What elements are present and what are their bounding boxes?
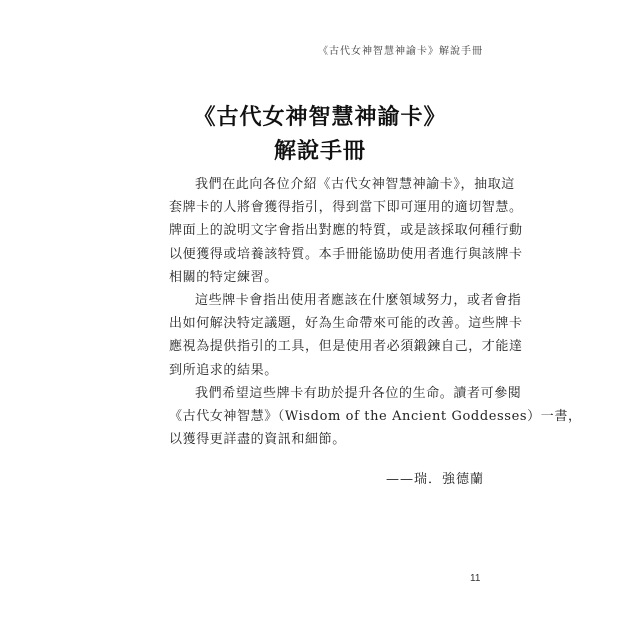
paragraph-2 bbox=[169, 289, 523, 382]
paragraph-3 bbox=[169, 382, 582, 452]
title-line-1: 《古代女神智慧神諭卡》 bbox=[193, 104, 447, 130]
paragraph-line: 以便獲得或培養該特質。本手冊能協助使用者進行與該牌卡 bbox=[169, 246, 523, 262]
paragraph-line: 以獲得更詳盡的資訊和細節。 bbox=[169, 432, 346, 448]
title-line-2: 解說手冊 bbox=[273, 138, 366, 164]
paragraph-line: 我們在此向各位介紹《古代女神智慧神諭卡》，抽取這 bbox=[195, 177, 515, 192]
running-header: 《古代女神智慧神諭卡》解說手冊 bbox=[318, 46, 483, 57]
paragraph-line: 到所追求的結果。 bbox=[169, 362, 278, 378]
paragraph-line: 應視為提供指引的工具，但是使用者必須鍛鍊自己，才能達 bbox=[169, 339, 523, 355]
body-text bbox=[169, 173, 582, 451]
paragraph-line: 相關的特定練習。 bbox=[169, 269, 278, 285]
paragraph-line: 牌面上的說明文字會指出對應的特質，或是該採取何種行動 bbox=[169, 223, 523, 239]
paragraph-line: 《古代女神智慧》（Wisdom of the Ancient Goddesses）一書， bbox=[169, 408, 582, 424]
page-title bbox=[0, 100, 640, 168]
paragraph-line: 出如何解決特定議題，好為生命帶來可能的改善。這些牌卡 bbox=[169, 316, 523, 332]
paragraph-line: 這些牌卡會指出使用者應該在什麼領域努力，或者會指 bbox=[195, 292, 522, 308]
paragraph-1 bbox=[169, 173, 523, 289]
page-number: 11 bbox=[470, 573, 481, 584]
paragraph-line: 我們希望這些牌卡有助於提升各位的生命。讀者可參閱 bbox=[195, 385, 522, 401]
paragraph-line: 套牌卡的人將會獲得指引，得到當下即可運用的適切智慧。 bbox=[169, 200, 523, 216]
author-signature: ——瑞．強德蘭 bbox=[385, 472, 484, 487]
